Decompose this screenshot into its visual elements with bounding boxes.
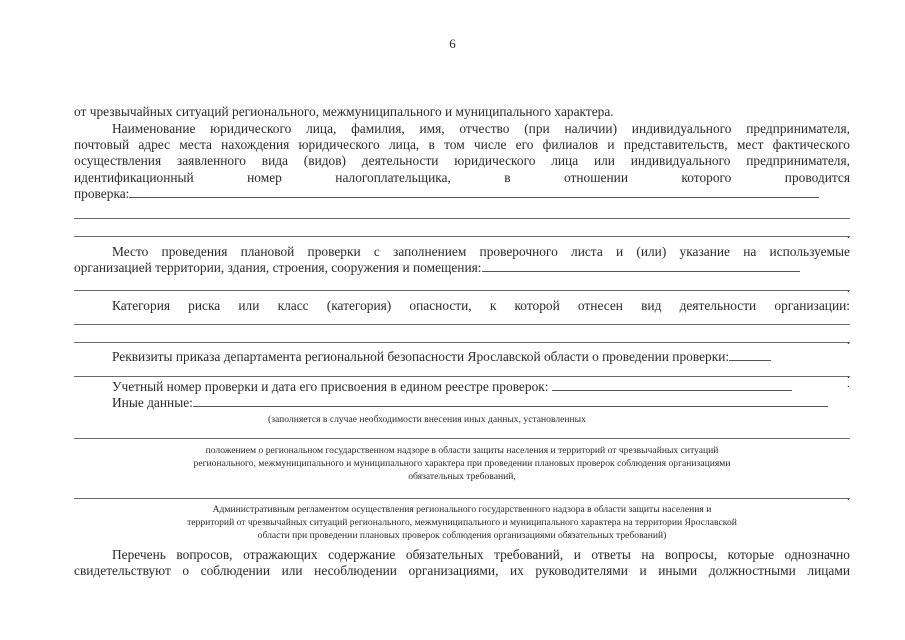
line-end-dot: . — [847, 491, 850, 503]
line-end-dot: . — [847, 369, 850, 381]
org-name-line-3: осуществления заявленного вида (видов) деятельности юридического лица или индивидуального предпринимателя, — [74, 153, 850, 168]
blank-line[interactable] — [74, 218, 850, 219]
order-details-line — [74, 349, 850, 365]
note-regulation-line-2: регионального, межмуниципального и муниципального характера при проведении плановых проверок соблюдения организациями — [193, 458, 731, 469]
other-data-line — [74, 395, 850, 411]
blank-line[interactable] — [74, 236, 850, 237]
place-fill-line[interactable] — [482, 260, 800, 272]
org-name-line-1: Наименование юридического лица, фамилия, имя, отчество (при наличии) индивидуального предпринимателя, — [112, 121, 850, 136]
questions-line-2: свидетельствуют о соблюдении или несоблюдении организациями, их руководителями и иными должностными лицами — [74, 563, 850, 578]
note-regulation-line-1: положением о региональном государственном надзоре в области защиты населения и территорий от чрезвычайных ситуаций — [205, 445, 719, 456]
blank-line[interactable] — [74, 290, 850, 291]
intro-line: от чрезвычайных ситуаций регионального, межмуниципального и муниципального характера. — [74, 104, 614, 119]
questions-line-1: Перечень вопросов, отражающих содержание обязательных требований, и ответы на вопросы, которые однозначно — [112, 547, 850, 562]
blank-line[interactable] — [74, 324, 850, 325]
blank-line[interactable] — [74, 342, 850, 343]
note-admin-line-3: области при проведении плановых проверок соблюдения организациями обязательных требований) — [257, 530, 667, 541]
line-end-dot: . — [847, 335, 850, 347]
blank-line[interactable] — [74, 438, 850, 439]
check-label: проверка: — [74, 186, 130, 201]
registry-fill-line[interactable] — [552, 379, 792, 391]
note-regulation-line-3: обязательных требований, — [408, 471, 516, 482]
registry-number-label: Учетный номер проверки и дата его присвоения в едином реестре проверок: — [112, 379, 549, 394]
line-end-dot: . — [847, 283, 850, 295]
line-end-dot: . — [847, 229, 850, 241]
note-admin-line-2: территорий от чрезвычайных ситуаций регионального, межмуниципального и муниципального характера на территории Ярославской — [187, 517, 737, 528]
org-name-line-2: почтовый адрес места нахождения юридического лица, в том числе его филиалов и представительств, мест фактического — [74, 137, 850, 152]
place-label: организацией территории, здания, строения, сооружения и помещения: — [74, 260, 482, 275]
blank-line[interactable] — [74, 498, 850, 499]
org-name-line-5 — [74, 186, 850, 202]
line-end-dot: . — [847, 378, 850, 390]
order-fill-line[interactable] — [729, 349, 771, 361]
page-number: 6 — [449, 36, 456, 51]
place-line-2 — [74, 260, 850, 276]
registry-number-line — [74, 379, 850, 395]
note-admin-line-1: Административным регламентом осуществления регионального государственного надзора в области защиты населения и — [212, 504, 712, 515]
blank-line[interactable] — [74, 376, 850, 377]
note-fill-in: (заполняется в случае необходимости внесения иных данных, установленных — [268, 414, 586, 425]
other-data-label: Иные данные: — [112, 395, 193, 410]
other-data-fill-line[interactable] — [193, 395, 828, 407]
order-details-label: Реквизиты приказа департамента региональной безопасности Ярославской области о проведении проверки: — [112, 349, 730, 364]
risk-category-line: Категория риска или класс (категория) опасности, к которой отнесен вид деятельности организации: — [112, 298, 850, 313]
place-line-1: Место проведения плановой проверки с заполнением проверочного листа и (или) указание на используемые — [112, 244, 850, 259]
check-fill-line[interactable] — [129, 186, 819, 198]
org-name-line-4: идентификационный номер налогоплательщика, в отношении которого проводится — [74, 170, 850, 185]
